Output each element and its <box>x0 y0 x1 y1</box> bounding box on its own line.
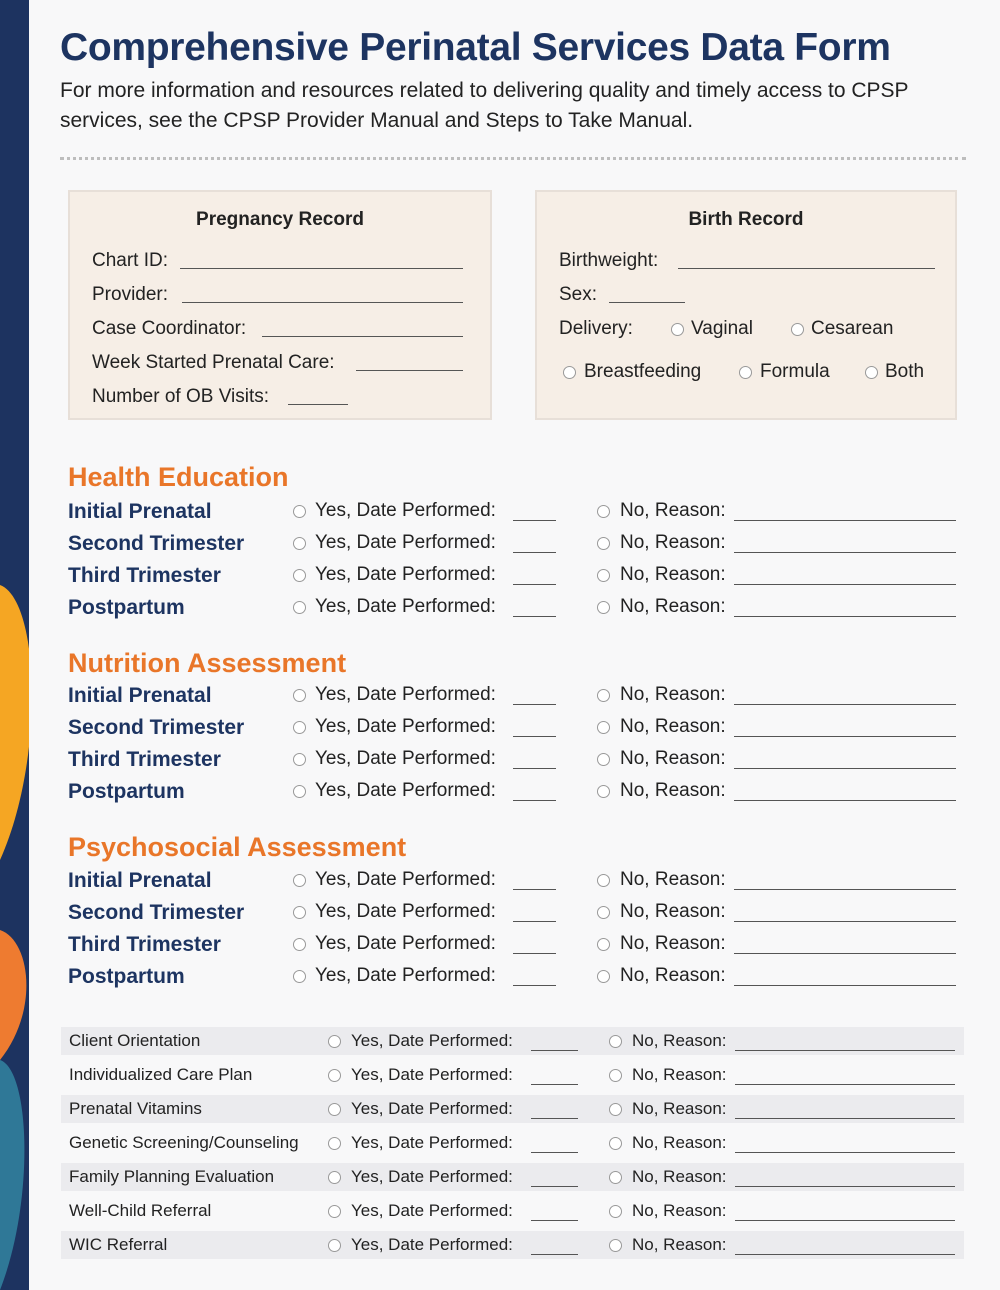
date-field[interactable] <box>513 616 556 617</box>
date-field[interactable] <box>513 736 556 737</box>
vaginal-label: Vaginal <box>691 318 753 339</box>
birthweight-field[interactable] <box>678 268 935 269</box>
reason-field[interactable] <box>734 800 956 801</box>
yes-radio[interactable] <box>328 1103 341 1116</box>
section-row <box>0 564 1000 596</box>
no-radio[interactable] <box>597 938 610 951</box>
yes-radio[interactable] <box>293 753 306 766</box>
yes-label: Yes, Date Performed: <box>315 596 496 617</box>
no-radio[interactable] <box>597 785 610 798</box>
no-label: No, Reason: <box>632 1099 727 1118</box>
section-row <box>0 716 1000 748</box>
no-radio[interactable] <box>597 537 610 550</box>
case-coordinator-field[interactable] <box>262 336 463 337</box>
row-label: Second Trimester <box>68 901 245 924</box>
reason-field[interactable] <box>735 1084 955 1085</box>
row-label: Postpartum <box>68 965 185 988</box>
yes-label: Yes, Date Performed: <box>315 748 496 769</box>
yes-radio[interactable] <box>293 938 306 951</box>
table-row <box>61 1095 964 1123</box>
breastfeeding-label: Breastfeeding <box>584 361 702 382</box>
section-row <box>0 780 1000 812</box>
no-radio[interactable] <box>609 1069 622 1082</box>
reason-field[interactable] <box>734 921 956 922</box>
yes-radio[interactable] <box>293 785 306 798</box>
ob-visits-field[interactable] <box>288 404 348 405</box>
reason-field[interactable] <box>735 1186 955 1187</box>
sex-field[interactable] <box>609 302 685 303</box>
section-title-psychosocial-assessment: Psychosocial Assessment <box>68 832 407 862</box>
date-field[interactable] <box>531 1220 578 1221</box>
formula-label: Formula <box>760 361 830 382</box>
week-started-label: Week Started Prenatal Care: <box>92 352 335 373</box>
yes-label: Yes, Date Performed: <box>315 933 496 954</box>
week-started-field[interactable] <box>356 370 463 371</box>
formula-radio[interactable] <box>739 366 752 379</box>
no-radio[interactable] <box>597 970 610 983</box>
yes-label: Yes, Date Performed: <box>351 1201 513 1220</box>
pregnancy-record-box <box>68 190 492 420</box>
section-row <box>0 684 1000 716</box>
both-radio[interactable] <box>865 366 878 379</box>
no-label: No, Reason: <box>632 1235 727 1254</box>
yes-label: Yes, Date Performed: <box>315 901 496 922</box>
no-label: No, Reason: <box>620 716 726 737</box>
case-coordinator-label: Case Coordinator: <box>92 318 247 339</box>
no-label: No, Reason: <box>620 532 726 553</box>
reason-field[interactable] <box>735 1050 955 1051</box>
date-field[interactable] <box>531 1084 578 1085</box>
yes-radio[interactable] <box>328 1205 341 1218</box>
row-label: Postpartum <box>68 780 185 803</box>
yes-label: Yes, Date Performed: <box>315 500 496 521</box>
yes-label: Yes, Date Performed: <box>315 965 496 986</box>
section-row <box>0 532 1000 564</box>
date-field[interactable] <box>513 552 556 553</box>
yes-label: Yes, Date Performed: <box>351 1167 513 1186</box>
no-radio[interactable] <box>597 906 610 919</box>
yes-label: Yes, Date Performed: <box>315 564 496 585</box>
no-label: No, Reason: <box>620 564 726 585</box>
pregnancy-record-title: Pregnancy Record <box>196 209 364 230</box>
date-field[interactable] <box>513 768 556 769</box>
date-field[interactable] <box>531 1118 578 1119</box>
both-label: Both <box>885 361 925 382</box>
yes-radio[interactable] <box>293 721 306 734</box>
row-label: Third Trimester <box>68 564 221 587</box>
no-radio[interactable] <box>597 874 610 887</box>
row-label: Initial Prenatal <box>68 684 212 707</box>
no-radio[interactable] <box>597 505 610 518</box>
delivery-label: Delivery: <box>559 318 633 339</box>
yes-label: Yes, Date Performed: <box>315 780 496 801</box>
chart-id-field[interactable] <box>180 268 463 269</box>
yes-label: Yes, Date Performed: <box>351 1065 513 1084</box>
yes-radio[interactable] <box>293 906 306 919</box>
table-row <box>61 1231 964 1259</box>
reason-field[interactable] <box>734 889 956 890</box>
date-field[interactable] <box>531 1254 578 1255</box>
table-row <box>61 1163 964 1191</box>
yes-radio[interactable] <box>293 537 306 550</box>
yes-label: Yes, Date Performed: <box>351 1235 513 1254</box>
row-label: Client Orientation <box>69 1031 201 1050</box>
yes-radio[interactable] <box>328 1035 341 1048</box>
no-label: No, Reason: <box>632 1201 727 1220</box>
row-label: Family Planning Evaluation <box>69 1167 275 1186</box>
no-label: No, Reason: <box>620 684 726 705</box>
yes-radio[interactable] <box>328 1069 341 1082</box>
no-label: No, Reason: <box>620 869 726 890</box>
row-label: Initial Prenatal <box>68 500 212 523</box>
section-row <box>0 933 1000 965</box>
date-field[interactable] <box>513 985 556 986</box>
reason-field[interactable] <box>734 736 956 737</box>
date-field[interactable] <box>531 1050 578 1051</box>
reason-field[interactable] <box>734 768 956 769</box>
date-field[interactable] <box>513 584 556 585</box>
yes-radio[interactable] <box>328 1137 341 1150</box>
date-field[interactable] <box>513 921 556 922</box>
yes-radio[interactable] <box>293 505 306 518</box>
no-radio[interactable] <box>597 601 610 614</box>
vaginal-radio[interactable] <box>671 323 684 336</box>
reason-field[interactable] <box>735 1118 955 1119</box>
date-field[interactable] <box>513 800 556 801</box>
provider-label: Provider: <box>92 284 169 305</box>
date-field[interactable] <box>513 704 556 705</box>
yes-radio[interactable] <box>293 601 306 614</box>
yes-radio[interactable] <box>328 1171 341 1184</box>
dotted-divider <box>60 157 966 160</box>
row-label: Postpartum <box>68 596 185 619</box>
reason-field[interactable] <box>734 552 956 553</box>
ob-visits-label: Number of OB Visits: <box>92 386 270 407</box>
birthweight-label: Birthweight: <box>559 250 659 271</box>
reason-field[interactable] <box>735 1152 955 1153</box>
section-row <box>0 869 1000 901</box>
reason-field[interactable] <box>735 1220 955 1221</box>
no-radio[interactable] <box>609 1137 622 1150</box>
no-label: No, Reason: <box>620 965 726 986</box>
row-label: Well-Child Referral <box>69 1201 212 1220</box>
date-field[interactable] <box>531 1152 578 1153</box>
no-label: No, Reason: <box>632 1133 727 1152</box>
chart-id-label: Chart ID: <box>92 250 169 271</box>
row-label: Third Trimester <box>68 933 221 956</box>
no-radio[interactable] <box>597 753 610 766</box>
yes-radio[interactable] <box>293 970 306 983</box>
date-field[interactable] <box>513 889 556 890</box>
sex-label: Sex: <box>559 284 598 305</box>
date-field[interactable] <box>531 1186 578 1187</box>
cesarean-radio[interactable] <box>791 323 804 336</box>
no-label: No, Reason: <box>620 596 726 617</box>
section-row <box>0 965 1000 997</box>
birth-record-title: Birth Record <box>688 209 804 230</box>
decorative-sidebar <box>0 0 29 1290</box>
reason-field[interactable] <box>734 953 956 954</box>
no-radio[interactable] <box>609 1171 622 1184</box>
page-title: Comprehensive Perinatal Services Data Form <box>60 26 891 69</box>
yes-label: Yes, Date Performed: <box>315 532 496 553</box>
date-field[interactable] <box>513 520 556 521</box>
no-label: No, Reason: <box>620 500 726 521</box>
row-label: Individualized Care Plan <box>69 1065 253 1084</box>
table-row <box>61 1061 964 1089</box>
intro-text: For more information and resources related to delivering quality and timely access to CPSP services, see the CPSP Provider Manual and Steps to Take Manual. <box>60 79 909 132</box>
reason-field[interactable] <box>734 704 956 705</box>
no-radio[interactable] <box>609 1103 622 1116</box>
yes-radio[interactable] <box>328 1239 341 1252</box>
no-radio[interactable] <box>609 1035 622 1048</box>
reason-field[interactable] <box>734 985 956 986</box>
no-radio[interactable] <box>609 1239 622 1252</box>
reason-field[interactable] <box>735 1254 955 1255</box>
no-radio[interactable] <box>597 689 610 702</box>
yes-label: Yes, Date Performed: <box>351 1133 513 1152</box>
row-label: Second Trimester <box>68 716 245 739</box>
row-label: WIC Referral <box>69 1235 168 1254</box>
yes-label: Yes, Date Performed: <box>315 869 496 890</box>
section-row <box>0 596 1000 628</box>
provider-field[interactable] <box>182 302 463 303</box>
yes-label: Yes, Date Performed: <box>351 1099 513 1118</box>
table-row <box>61 1129 964 1157</box>
no-label: No, Reason: <box>632 1065 727 1084</box>
row-label: Second Trimester <box>68 532 245 555</box>
birth-record-box <box>535 190 957 420</box>
cesarean-label: Cesarean <box>811 318 894 339</box>
no-radio[interactable] <box>609 1205 622 1218</box>
section-row <box>0 901 1000 933</box>
section-title-nutrition-assessment: Nutrition Assessment <box>68 648 347 678</box>
yes-label: Yes, Date Performed: <box>351 1031 513 1050</box>
table-row <box>61 1027 964 1055</box>
yes-radio[interactable] <box>293 569 306 582</box>
yes-radio[interactable] <box>293 689 306 702</box>
reason-field[interactable] <box>734 616 956 617</box>
no-radio[interactable] <box>597 569 610 582</box>
section-row <box>0 748 1000 780</box>
row-label: Genetic Screening/Counseling <box>69 1133 299 1152</box>
row-label: Initial Prenatal <box>68 869 212 892</box>
section-row <box>0 500 1000 532</box>
date-field[interactable] <box>513 953 556 954</box>
no-radio[interactable] <box>597 721 610 734</box>
no-label: No, Reason: <box>620 901 726 922</box>
yes-radio[interactable] <box>293 874 306 887</box>
reason-field[interactable] <box>734 520 956 521</box>
yes-label: Yes, Date Performed: <box>315 716 496 737</box>
no-label: No, Reason: <box>632 1031 727 1050</box>
breastfeeding-radio[interactable] <box>563 366 576 379</box>
no-label: No, Reason: <box>632 1167 727 1186</box>
section-title-health-education: Health Education <box>68 462 289 492</box>
no-label: No, Reason: <box>620 933 726 954</box>
no-label: No, Reason: <box>620 780 726 801</box>
row-label: Third Trimester <box>68 748 221 771</box>
yes-label: Yes, Date Performed: <box>315 684 496 705</box>
table-row <box>61 1197 964 1225</box>
reason-field[interactable] <box>734 584 956 585</box>
no-label: No, Reason: <box>620 748 726 769</box>
row-label: Prenatal Vitamins <box>69 1099 202 1118</box>
